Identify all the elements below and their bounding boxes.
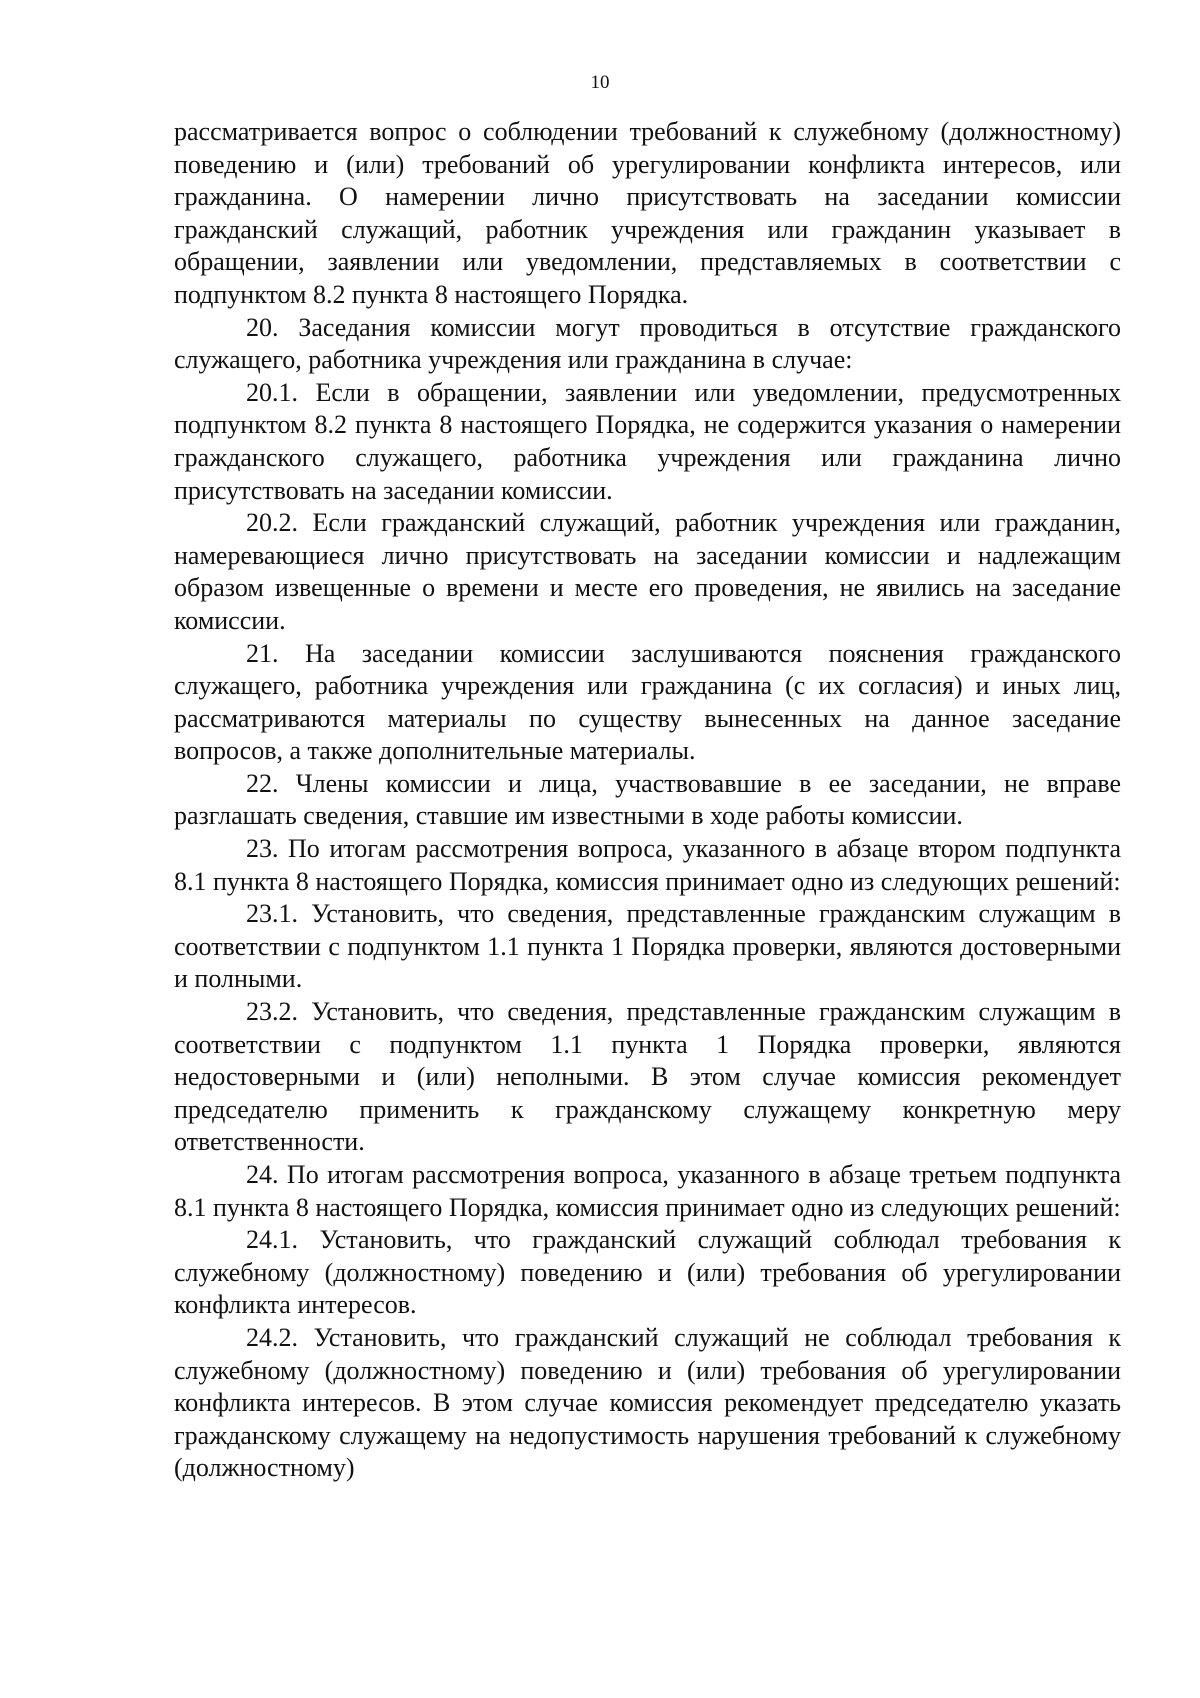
paragraph-23: 23. По итогам рассмотрения вопроса, указанного в абзаце втором подпункта 8.1 пункта 8 настоящего Порядка, комиссия принимает одно из следующих решений: <box>174 834 1121 896</box>
paragraph-23-2: 23.2. Установить, что сведения, представленные гражданским служащим в соответствии с подпунктом 1.1 пункта 1 Порядка проверки, являются недостоверными и (или) неполными. В этом случае комиссия рекомендует председателю применить к гражданскому служащему конкретную меру ответственности. <box>174 997 1121 1157</box>
paragraph-20-1: 20.1. Если в обращении, заявлении или уведомлении, предусмотренных подпунктом 8.2 пункта 8 настоящего Порядка, не содержится указания о намерении гражданского служащего, работника учреждения или гражданина лично присутствовать на заседании комиссии. <box>174 377 1121 505</box>
paragraph-23-1: 23.1. Установить, что сведения, представленные гражданским служащим в соответствии с подпунктом 1.1 пункта 1 Порядка проверки, являются достоверными и полными. <box>174 899 1121 994</box>
paragraph-24: 24. По итогам рассмотрения вопроса, указанного в абзаце третьем подпункта 8.1 пункта 8 настоящего Порядка, комиссия принимает одно из следующих решений: <box>174 1160 1121 1222</box>
document-body <box>174 116 1121 1485</box>
paragraph-24-1: 24.1. Установить, что гражданский служащий соблюдал требования к служебному (должностному) поведению и (или) требования об урегулировании конфликта интересов. <box>174 1225 1121 1320</box>
paragraph-20: 20. Заседания комиссии могут проводиться в отсутствие гражданского служащего, работника учреждения или гражданина в случае: <box>174 312 1121 375</box>
page-number: 10 <box>590 72 610 93</box>
paragraph-21: 21. На заседании комиссии заслушиваются пояснения гражданского служащего, работника учреждения или гражданина (с их согласия) и иных лиц, рассматриваются материалы по существу вынесенных на данное заседание вопросов, а также дополнительные материалы. <box>174 638 1121 766</box>
paragraph-22: 22. Члены комиссии и лица, участвовавшие в ее заседании, не вправе разглашать сведения, ставшие им известными в ходе работы комиссии. <box>174 768 1121 831</box>
paragraph-20-2: 20.2. Если гражданский служащий, работник учреждения или гражданин, намеревающиеся лично присутствовать на заседании комиссии и надлежащим образом извещенные о времени и месте его проведения, не явились на заседание комиссии. <box>174 508 1121 635</box>
paragraph-24-2: 24.2. Установить, что гражданский служащий не соблюдал требования к служебному (должностному) поведению и (или) требования об урегулировании конфликта интересов. В этом случае комиссия рекомендует председателю указать гражданскому служащему на недопустимость нарушения требований к служебному (должностному) <box>174 1322 1121 1483</box>
paragraph-19-continuation: рассматривается вопрос о соблюдении требований к служебному (должностному) поведению и (или) требований об урегулировании конфликта интересов, или гражданина. О намерении лично присутствовать на заседании комиссии гражданский служащий, работник учреждения или гражданин указывает в обращении, заявлении или уведомлении, представляемых в соответствии с подпунктом 8.2 пункта 8 настоящего Порядка. <box>174 117 1121 309</box>
